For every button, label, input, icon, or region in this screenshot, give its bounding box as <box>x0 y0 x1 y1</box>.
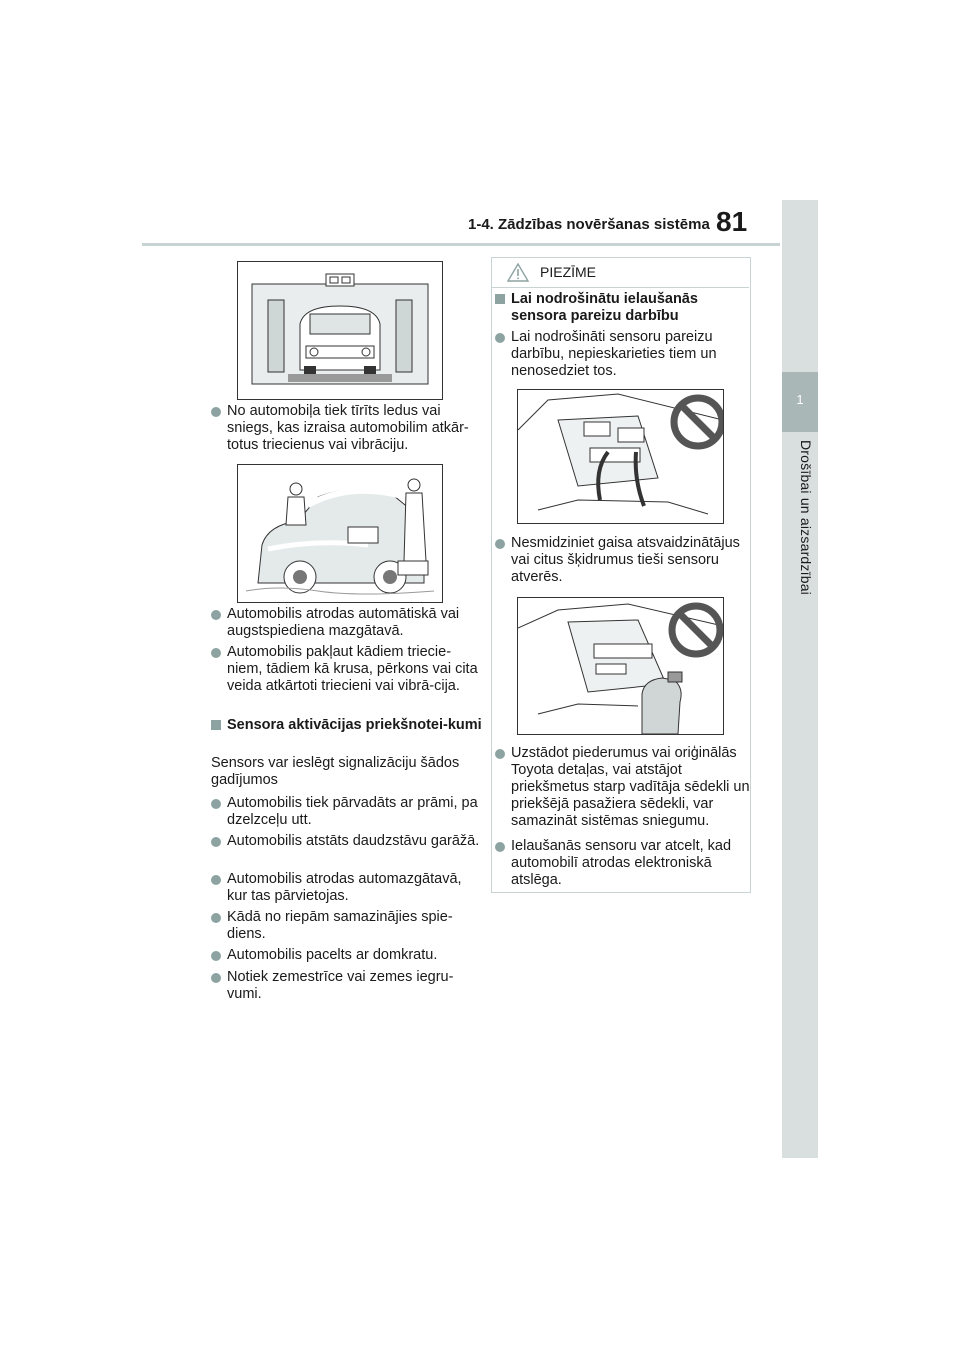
note-bullet-spray: Nesmidziniet gaisa atsvaidzinātājus vai citus šķidrumus tieši sensoru atverēs. <box>495 535 756 586</box>
list-item: Automobilis atstāts daudzstāvu garāžā. <box>211 833 485 850</box>
list-item: Automobilis pacelts ar domkratu. <box>211 947 485 964</box>
list-item: Automobilis tiek pārvadāts ar prāmi, pa dzelzceļu utt. <box>211 795 485 829</box>
carwash-illustration <box>237 261 443 400</box>
bullet-carwash: Automobilis atrodas automātiskā vai augstspiediena mazgātavā. <box>211 606 485 640</box>
sensor-spray-drawing <box>518 598 723 734</box>
snow-clearing-illustration <box>237 464 443 603</box>
carwash-drawing <box>238 262 442 399</box>
intro-text: Sensors var ieslēgt signalizāciju šādos gadījumos <box>211 755 460 788</box>
note-bullet-cancel: Ielaušanās sensoru var atcelt, kad automobilī atrodas elektroniskā atslēga. <box>495 838 756 889</box>
note-bullet-cover: Lai nodrošināti sensoru pareizu darbību, nepieskarieties tiem un nenosedziet tos. <box>495 329 756 380</box>
note-title: PIEZĪME <box>540 264 597 280</box>
note-header <box>491 257 749 288</box>
heading-sensor-precautions: Sensora aktivācijas priekšnotei-kumi <box>211 717 485 734</box>
sensor-touch-illustration <box>517 389 724 524</box>
header-rule <box>142 243 780 246</box>
snow-clearing-drawing <box>238 465 442 602</box>
chapter-number: 1 <box>796 392 804 407</box>
sensor-touch-drawing <box>518 390 723 523</box>
page-number: 81 <box>716 206 748 237</box>
note-bullet-accessories: Uzstādot piederumus vai oriģinālās Toyota detaļas, vai atstājot priekšmetus starp vadītāja sēdekli un priekšējā pasažiera sēdekli, var samazināt sistēmas sniegumu. <box>495 745 756 830</box>
list-item: Automobilis atrodas automazgātavā, kur tas pārvietojas. <box>211 871 485 905</box>
bullet-impacts: Automobilis pakļaut kādiem triecie-niem, tādiem kā krusa, pērkons vai cita veida atkārtoti triecieni vai vibrā-cija. <box>211 644 485 695</box>
note-heading: Lai nodrošinātu ielaušanās sensora pareizu darbību <box>495 291 756 325</box>
section-title: 1-4. Zādzības novēršanas sistēma <box>468 216 710 233</box>
sensor-spray-illustration <box>517 597 724 735</box>
bullet-snow: No automobiļa tiek tīrīts ledus vai sniegs, kas izraisa automobilim atkār-totus triecienus vai vibrāciju. <box>211 403 485 454</box>
warning-icon <box>507 263 529 282</box>
list-item: Notiek zemestrīce vai zemes iegru-vumi. <box>211 969 485 1003</box>
list-item: Kādā no riepām samazinājies spie-diens. <box>211 909 485 943</box>
chapter-label: Drošībai un aizsardzībai <box>798 440 814 595</box>
